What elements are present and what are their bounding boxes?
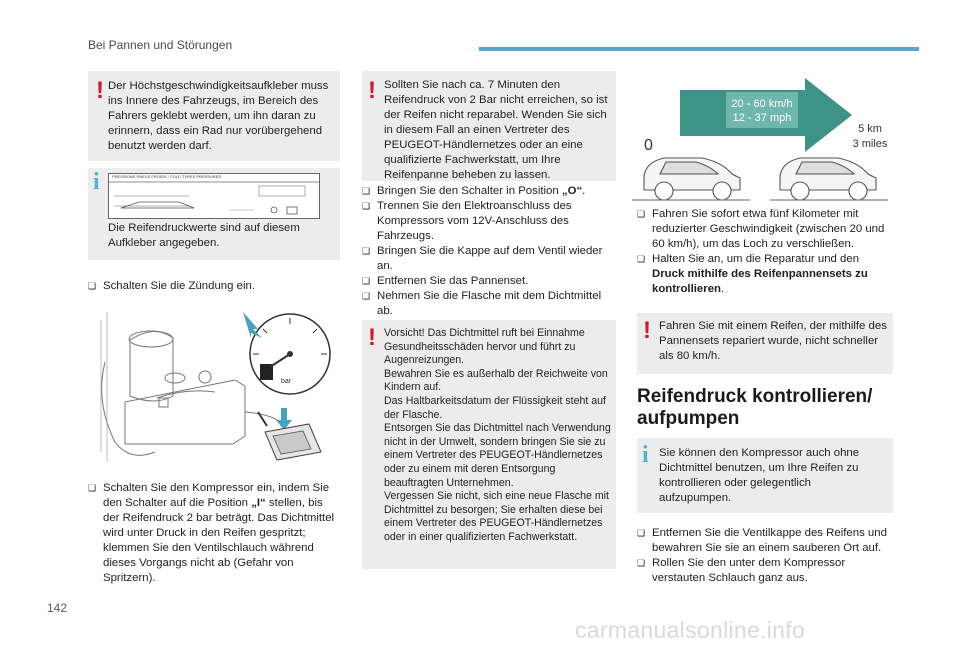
watermark: carmanualsonline.info bbox=[575, 617, 806, 643]
step-text: Bringen Sie die Kappe auf dem Ventil wieder an. bbox=[377, 245, 603, 272]
warning-icon: ! bbox=[96, 77, 104, 104]
compressor-gauge-illustration bbox=[95, 302, 335, 472]
checkbox-bullet-icon: ❑ bbox=[362, 246, 371, 256]
list-item bbox=[637, 252, 893, 297]
list-item bbox=[88, 279, 340, 294]
list-item bbox=[637, 556, 893, 586]
info-icon: i bbox=[93, 169, 100, 195]
warning-icon: ! bbox=[368, 324, 376, 351]
page-number: 142 bbox=[47, 601, 68, 615]
checkbox-bullet-icon: ❑ bbox=[362, 201, 371, 211]
start-distance-label: 0 bbox=[644, 137, 653, 154]
step-text: Nehmen Sie die Flasche mit dem Dichtmittel ab. bbox=[377, 290, 602, 317]
step-text: Entfernen Sie die Ventilkappe des Reifens und bewahren Sie sie an einem sauberen Ort auf. bbox=[652, 527, 887, 554]
sealant-caution-text: Vorsicht! Das Dichtmittel ruft bei Einnahme Gesundheitsschäden hervor und führt zu Augenreizungen. Bewahren Sie es außerhalb der Reichweite von Kindern auf. Das Haltbarkeitsdatum der Flüssigkeit steht auf der Flasche. Entsorgen Sie das Dichtmittel nach Verwendung nicht in der Umwelt, sondern bringen Sie sie zu einem Vertreter des PEUGEOT-Händlernetzes oder zu einem mit deren Entsorgung beauftragten Unternehmen. Vergessen Sie nicht, sich eine neue Flasche mit Dichtmittel zu besorgen; Sie erhalten diese bei einem Vertreter des PEUGEOT-Händlernetzes oder in einer qualifizierten Fachwerkstatt. bbox=[384, 327, 611, 543]
tyre-pressure-info-box bbox=[88, 168, 340, 260]
step-compressor-text-a: Schalten Sie den Kompressor ein, indem Sie den Schalter auf die Position bbox=[103, 482, 330, 509]
info-icon: i bbox=[642, 442, 649, 468]
step-stop-text-a: Halten Sie an, um die Reparatur und den bbox=[652, 253, 860, 265]
step-list-drive bbox=[637, 207, 893, 297]
speed-sticker-warning-text: Der Höchstgeschwindigkeitsaufkleber muss ins Innere des Fahrzeugs, im Bereich des Fahrers geklebt werden, um ihn daran zu erinnern, dass ein Rad nur vorübergehend benutzt werden darf. bbox=[108, 80, 329, 152]
speed-limit-warning-box bbox=[637, 313, 893, 374]
sealant-caution-box bbox=[362, 320, 616, 569]
compressor-info-box bbox=[637, 438, 893, 513]
step-text: Trennen Sie den Elektroanschluss des Kompressors vom 12V-Anschluss des Fahrzeugs. bbox=[377, 200, 572, 242]
step-list-disconnect bbox=[362, 184, 616, 319]
distance-km-label: 5 km bbox=[858, 123, 882, 135]
step-stop-text-bold: Druck mithilfe des Reifenpannensets zu kontrollieren bbox=[652, 268, 868, 295]
step-ignition-text: Schalten Sie die Zündung ein. bbox=[103, 280, 255, 292]
distance-miles-label: 3 miles bbox=[852, 138, 888, 150]
step-list-ignition bbox=[88, 279, 340, 294]
step-drive-text: Fahren Sie sofort etwa fünf Kilometer mit reduzierter Geschwindigkeit (zwischen 20 und 60 km/h), um das Loch zu verschließen. bbox=[652, 208, 885, 250]
step-compressor-text-b: stellen, bis der Reifendruck 2 bar beträgt. Das Dichtmittel wird unter Druck in den Reifen gespritzt; klemmen Sie den Ventilschlauch während dieses Vorgangs nicht ab (Gefahr von Spritzern). bbox=[103, 497, 335, 584]
list-item bbox=[362, 184, 616, 199]
car-end-icon bbox=[770, 158, 888, 200]
step-position: „O“ bbox=[561, 185, 583, 197]
pressure-failure-warning-box bbox=[362, 71, 616, 181]
checkbox-bullet-icon: ❑ bbox=[88, 483, 97, 493]
tyre-pressure-info-text: Die Reifendruckwerte sind auf diesem Aufkleber angegeben. bbox=[108, 222, 300, 249]
checkbox-bullet-icon: ❑ bbox=[637, 209, 646, 219]
list-item bbox=[637, 526, 893, 556]
step-list-compressor bbox=[88, 481, 340, 586]
car-start-icon bbox=[632, 158, 750, 200]
tyre-pressure-sticker bbox=[108, 173, 320, 219]
list-item bbox=[362, 244, 616, 274]
checkbox-bullet-icon: ❑ bbox=[637, 528, 646, 538]
section-title-bar bbox=[479, 47, 919, 51]
warning-icon: ! bbox=[368, 77, 376, 104]
tyre-pressure-sticker-drawing bbox=[109, 174, 319, 218]
pressure-failure-warning-text: Sollten Sie nach ca. 7 Minuten den Reifendruck von 2 Bar nicht erreichen, so ist der Reifen nicht reparabel. Wenden Sie sich in diesem Fall an einen Vertreter des PEUGEOT-Händlernetzes oder an eine qualifizierte Fachwerkstatt, um Ihre Reifenpanne beheben zu lassen. bbox=[384, 79, 608, 181]
checkbox-bullet-icon: ❑ bbox=[637, 254, 646, 264]
list-item bbox=[362, 274, 616, 289]
step-text: Rollen Sie den unter dem Kompressor verstauten Schlauch ganz aus. bbox=[652, 557, 846, 584]
step-text: Entfernen Sie das Pannenset. bbox=[377, 275, 529, 287]
checkbox-bullet-icon: ❑ bbox=[88, 281, 97, 291]
section-heading: Reifendruck kontrollieren/ aufpumpen bbox=[637, 386, 873, 429]
checkbox-bullet-icon: ❑ bbox=[362, 186, 371, 196]
step-stop-text-c: . bbox=[721, 283, 725, 295]
step-compressor-position: „I“ bbox=[251, 497, 266, 509]
section-title: Bei Pannen und Störungen bbox=[88, 38, 233, 52]
list-item bbox=[362, 289, 616, 319]
step-text-a: Bringen Sie den Schalter in Position bbox=[377, 185, 562, 197]
list-item bbox=[362, 199, 616, 244]
warning-icon: ! bbox=[643, 317, 651, 344]
speed-sticker-warning-box bbox=[88, 71, 340, 161]
compressor-info-text: Sie können den Kompressor auch ohne Dichtmittel benutzen, um Ihre Reifen zu kontrollieren oder gelegentlich aufzupumpen. bbox=[659, 447, 860, 504]
sticker-header-text: PRESSIONS PNEUS FROIDS / COLD TYRES PRESSURES bbox=[112, 174, 222, 179]
speed-mph-label: 12 - 37 mph bbox=[732, 112, 792, 124]
gauge-unit: bar bbox=[281, 378, 292, 385]
speed-limit-warning-text: Fahren Sie mit einem Reifen, der mithilfe des Pannensets repariert wurde, nicht schneller als 80 km/h. bbox=[659, 320, 887, 362]
speed-kmh-label: 20 - 60 km/h bbox=[731, 98, 793, 110]
checkbox-bullet-icon: ❑ bbox=[362, 276, 371, 286]
list-item bbox=[88, 481, 340, 586]
checkbox-bullet-icon: ❑ bbox=[637, 558, 646, 568]
step-list-inflate bbox=[637, 526, 893, 586]
drive-distance-figure bbox=[630, 78, 890, 203]
step-text-c: . bbox=[582, 185, 586, 197]
checkbox-bullet-icon: ❑ bbox=[362, 291, 371, 301]
list-item bbox=[637, 207, 893, 252]
